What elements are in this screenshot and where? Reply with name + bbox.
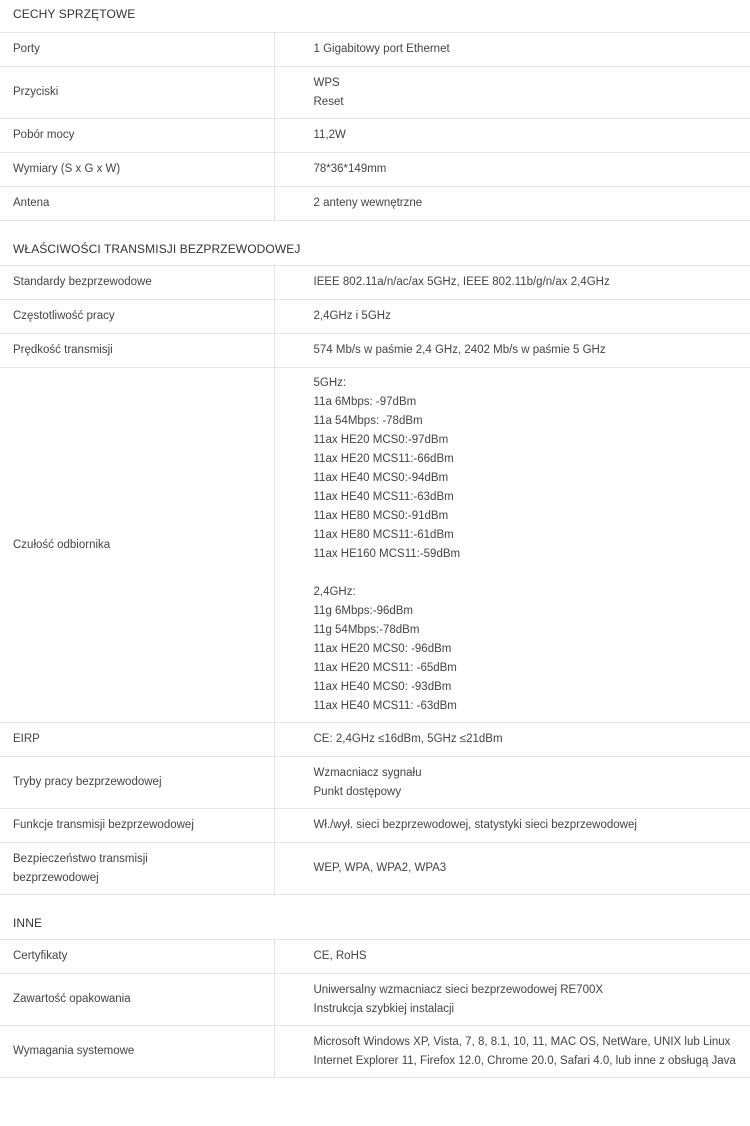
spec-label: Przyciski — [0, 67, 274, 119]
spec-row-funkcje-transmisji-bezprzewodowej — [0, 809, 750, 843]
spec-value — [274, 33, 750, 67]
spec-table — [0, 32, 750, 221]
spec-value-line: 11ax HE40 MCS11: -63dBm — [313, 700, 457, 712]
spec-value-line: 11g 54Mbps:-78dBm — [313, 624, 420, 636]
spec-value-line: 11g 6Mbps:-96dBm — [313, 605, 414, 617]
spec-row-wymiary-s-x-g-x-w — [0, 153, 750, 187]
spec-value — [274, 368, 750, 723]
spec-value-line: CE: 2,4GHz ≤16dBm, 5GHz ≤21dBm — [313, 733, 503, 745]
spec-value-line: 2 anteny wewnętrzne — [313, 197, 423, 209]
spec-label: Standardy bezprzewodowe — [0, 266, 274, 300]
spec-value-line: Uniwersalny wzmacniacz sieci bezprzewodowej RE700X — [313, 983, 604, 996]
spec-value-line: Instrukcja szybkiej instalacji — [313, 1002, 455, 1015]
spec-label: Certyfikaty — [0, 940, 274, 974]
spec-value — [274, 334, 750, 368]
spec-table — [0, 265, 750, 895]
spec-label: Tryby pracy bezprzewodowej — [0, 757, 274, 809]
spec-value-line: Wł./wył. sieci bezprzewodowej, statystyki sieci bezprzewodowej — [313, 819, 637, 831]
spec-value-line: 2,4GHz i 5GHz — [313, 310, 391, 322]
spec-table — [0, 939, 750, 1078]
section-wlasciwosci-transmisji-bezprzewodowej — [0, 221, 750, 895]
spec-value-line: WEP, WPA, WPA2, WPA3 — [313, 862, 447, 874]
spec-value-line: 11a 6Mbps: -97dBm — [313, 396, 417, 408]
spec-label: Częstotliwość pracy — [0, 300, 274, 334]
spec-value-line: Punkt dostępowy — [313, 785, 402, 798]
spec-label: Pobór mocy — [0, 119, 274, 153]
spec-value-line: 11ax HE160 MCS11:-59dBm — [313, 548, 461, 560]
section-title: INNE — [0, 895, 750, 939]
spec-row-tryby-pracy-bezprzewodowej — [0, 757, 750, 809]
spec-value — [274, 757, 750, 809]
spec-value-line: 11ax HE20 MCS11:-66dBm — [313, 453, 454, 465]
spec-value-line: Reset — [313, 95, 344, 108]
section-inne — [0, 895, 750, 1078]
spec-value-line: Microsoft Windows XP, Vista, 7, 8, 8.1, 10, 11, MAC OS, NetWare, UNIX lub Linux — [313, 1035, 731, 1048]
spec-row-pobor-mocy — [0, 119, 750, 153]
spec-value — [274, 1026, 750, 1078]
spec-value-line: 11a 54Mbps: -78dBm — [313, 415, 423, 427]
spec-value-line: CE, RoHS — [313, 950, 367, 962]
section-cechy-sprzetowe — [0, 0, 750, 221]
spec-value-line: Internet Explorer 11, Firefox 12.0, Chrome 20.0, Safari 4.0, lub inne z obsługą Java — [313, 1054, 736, 1067]
section-title: WŁAŚCIWOŚCI TRANSMISJI BEZPRZEWODOWEJ — [0, 221, 750, 265]
spec-value-line: 11ax HE20 MCS0: -96dBm — [313, 643, 452, 655]
spec-value — [274, 266, 750, 300]
spec-label: Bezpieczeństwo transmisji bezprzewodowej — [0, 843, 274, 895]
spec-value — [274, 843, 750, 895]
spec-label: EIRP — [0, 723, 274, 757]
spec-row-zawartosc-opakowania — [0, 974, 750, 1026]
spec-row-porty — [0, 33, 750, 67]
spec-value-line: 2,4GHz: — [313, 586, 356, 598]
spec-value-line: 11ax HE20 MCS11: -65dBm — [313, 662, 457, 674]
spec-row-bezpieczenstwo-transmisji-bezprzewodowej — [0, 843, 750, 895]
spec-value-line: 11,2W — [313, 129, 346, 141]
spec-label: Funkcje transmisji bezprzewodowej — [0, 809, 274, 843]
spec-row-przyciski — [0, 67, 750, 119]
spec-value-line — [314, 564, 747, 583]
spec-row-eirp — [0, 723, 750, 757]
spec-value-line: WPS — [313, 76, 340, 89]
spec-value — [274, 974, 750, 1026]
spec-value-line: Wzmacniacz sygnału — [313, 766, 422, 779]
spec-row-predkosc-transmisji — [0, 334, 750, 368]
spec-value-line: 11ax HE80 MCS0:-91dBm — [313, 510, 449, 522]
spec-value — [274, 940, 750, 974]
spec-value — [274, 119, 750, 153]
spec-value — [274, 723, 750, 757]
spec-value-line: 1 Gigabitowy port Ethernet — [313, 43, 450, 55]
spec-value — [274, 67, 750, 119]
spec-row-wymagania-systemowe — [0, 1026, 750, 1078]
spec-value-line: 5GHz: — [313, 377, 347, 389]
spec-row-antena — [0, 187, 750, 221]
spec-value — [274, 187, 750, 221]
spec-row-czestotliwosc-pracy — [0, 300, 750, 334]
spec-row-czulosc-odbiornika — [0, 368, 750, 723]
spec-row-standardy-bezprzewodowe — [0, 266, 750, 300]
spec-value-line: 11ax HE80 MCS11:-61dBm — [313, 529, 454, 541]
spec-label: Wymiary (S x G x W) — [0, 153, 274, 187]
spec-label: Czułość odbiornika — [0, 368, 274, 723]
spec-value — [274, 300, 750, 334]
spec-value-line: 78*36*149mm — [313, 163, 387, 175]
spec-value-line: 11ax HE20 MCS0:-97dBm — [313, 434, 449, 446]
spec-value — [274, 809, 750, 843]
spec-value-line: IEEE 802.11a/n/ac/ax 5GHz, IEEE 802.11b/g/n/ax 2,4GHz — [313, 276, 610, 288]
spec-label: Porty — [0, 33, 274, 67]
section-title: CECHY SPRZĘTOWE — [0, 0, 750, 32]
spec-value-line: 574 Mb/s w paśmie 2,4 GHz, 2402 Mb/s w paśmie 5 GHz — [313, 344, 606, 356]
spec-row-certyfikaty — [0, 940, 750, 974]
spec-label: Zawartość opakowania — [0, 974, 274, 1026]
spec-label: Prędkość transmisji — [0, 334, 274, 368]
spec-value — [274, 153, 750, 187]
spec-label: Antena — [0, 187, 274, 221]
spec-value-line: 11ax HE40 MCS0: -93dBm — [313, 681, 452, 693]
spec-value-line: 11ax HE40 MCS11:-63dBm — [313, 491, 454, 503]
spec-label: Wymagania systemowe — [0, 1026, 274, 1078]
spec-value-line: 11ax HE40 MCS0:-94dBm — [313, 472, 449, 484]
